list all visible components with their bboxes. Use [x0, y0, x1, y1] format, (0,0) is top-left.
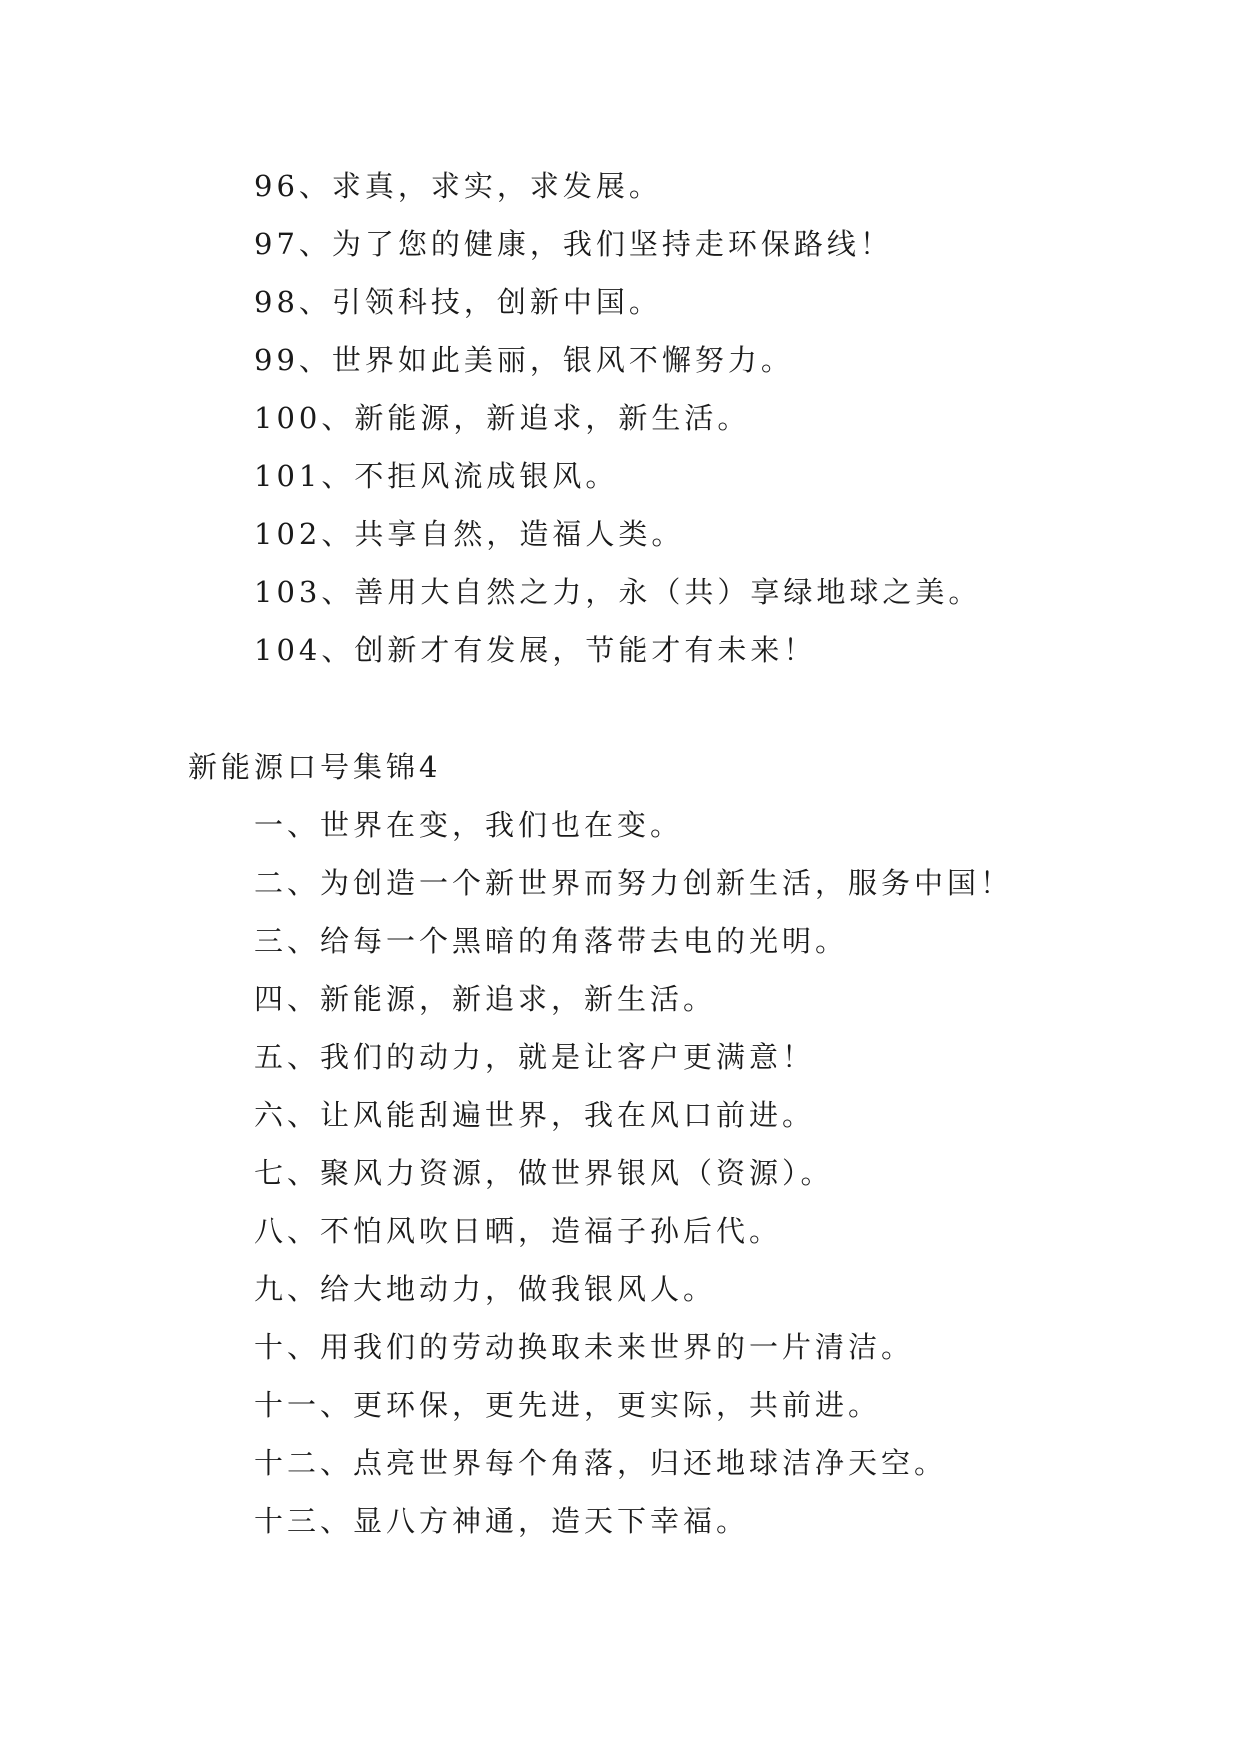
list-item: 八、不怕风吹日晒，造福子孙后代。: [254, 1214, 783, 1248]
list-item: 七、聚风力资源，做世界银风（资源）。: [254, 1156, 834, 1190]
slogan-list-section-4: [254, 796, 1013, 1550]
list-item: 十、用我们的劳动换取未来世界的一片清洁。: [254, 1330, 915, 1364]
section-title: 新能源口号集锦4: [188, 750, 442, 784]
list-item: 三、给每一个黑暗的角落带去电的光明。: [254, 924, 849, 958]
list-item: 102、共享自然，造福人类。: [254, 517, 685, 551]
list-item: 100、新能源，新追求，新生活。: [254, 401, 751, 435]
list-item: 一、世界在变，我们也在变。: [254, 808, 684, 842]
list-item: 二、为创造一个新世界而努力创新生活，服务中国！: [254, 866, 1014, 900]
list-item: 99、世界如此美丽，银风不懈努力。: [254, 343, 794, 377]
list-item: 97、为了您的健康，我们坚持走环保路线！: [254, 227, 893, 261]
list-item: 98、引领科技，创新中国。: [254, 285, 662, 319]
list-item: 101、不拒风流成银风。: [254, 459, 619, 493]
list-item: 五、我们的动力，就是让客户更满意！: [254, 1040, 816, 1074]
list-item: 四、新能源，新追求，新生活。: [254, 982, 717, 1016]
list-item: 十二、点亮世界每个角落，归还地球洁净天空。: [254, 1446, 948, 1480]
slogan-list-96-104: [254, 157, 981, 679]
list-item: 104、创新才有发展，节能才有未来！: [254, 633, 817, 667]
list-item: 96、求真，求实，求发展。: [254, 169, 662, 203]
list-item: 十三、显八方神通，造天下幸福。: [254, 1504, 750, 1538]
list-item: 九、给大地动力，做我银风人。: [254, 1272, 717, 1306]
list-item: 103、善用大自然之力，永（共）享绿地球之美。: [254, 575, 982, 609]
list-item: 六、让风能刮遍世界，我在风口前进。: [254, 1098, 816, 1132]
list-item: 十一、更环保，更先进，更实际，共前进。: [254, 1388, 882, 1422]
